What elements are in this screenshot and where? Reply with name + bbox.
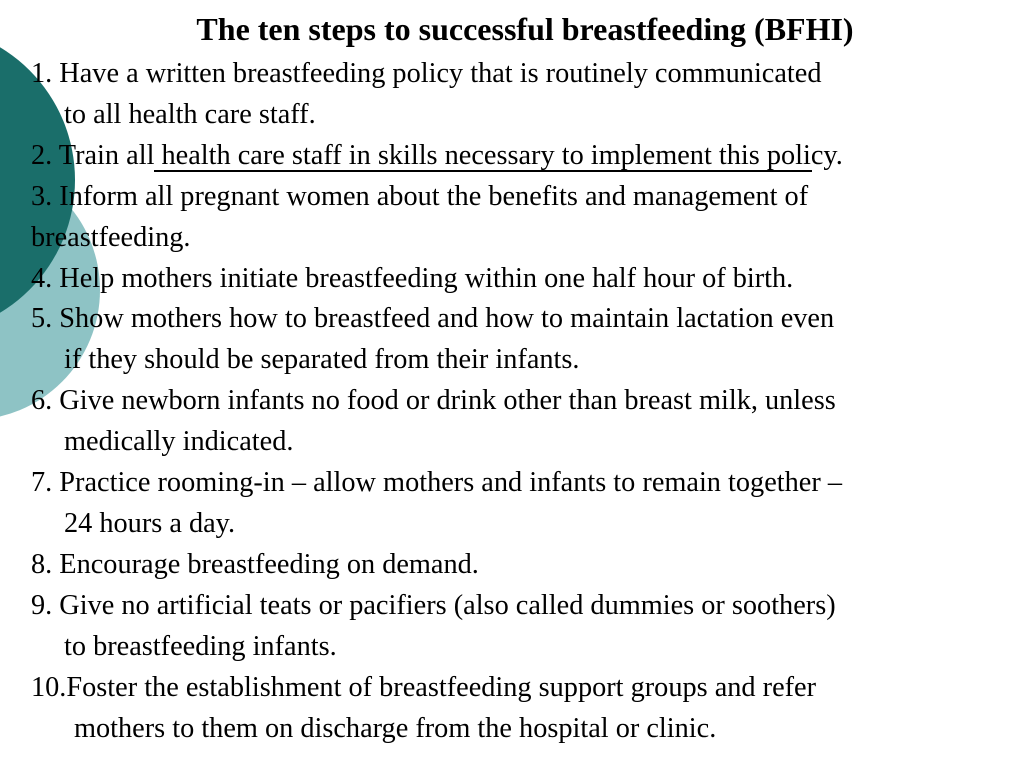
step-8-line: 8. Encourage breastfeeding on demand. <box>31 548 479 580</box>
step-2-underlined-text <box>31 136 843 177</box>
slide-title: The ten steps to successful breastfeeding (BFHI) <box>196 11 854 47</box>
step-1-line-2: to all health care staff. <box>64 98 316 130</box>
step-3-line-1: 3. Inform all pregnant women about the benefits and management of <box>31 180 809 212</box>
step-7-line-2: 24 hours a day. <box>64 507 236 539</box>
step-10-line-2: mothers to them on discharge from the hospital or clinic. <box>74 712 717 744</box>
step-5-line-1: 5. Show mothers how to breastfeed and how to maintain lactation even <box>31 303 835 335</box>
step-9-line-2: to breastfeeding infants. <box>64 630 337 662</box>
step-6-line-2: medically indicated. <box>64 426 294 458</box>
step-3-line-2: breastfeeding. <box>31 221 191 253</box>
step-6-line-1: 6. Give newborn infants no food or drink other than breast milk, unless <box>31 385 836 417</box>
step-10-line-1: 10.Foster the establishment of breastfeeding support groups and refer <box>31 671 817 703</box>
underline-rule <box>154 170 812 172</box>
step-5-line-2: if they should be separated from their infants. <box>64 344 580 376</box>
step-9-line-1: 9. Give no artificial teats or pacifiers (also called dummies or soothers) <box>31 589 836 621</box>
step-2-line <box>31 136 1016 177</box>
step-1-line-1: 1. Have a written breastfeeding policy that is routinely communicated <box>31 58 822 89</box>
steps-list <box>31 54 1016 749</box>
step-7-line-1: 7. Practice rooming-in – allow mothers and infants to remain together – <box>31 467 842 499</box>
step-2-text: 2. Train all health care staff in skills necessary to implement this policy. <box>31 139 843 171</box>
step-4-line: 4. Help mothers initiate breastfeeding within one half hour of birth. <box>31 262 794 294</box>
